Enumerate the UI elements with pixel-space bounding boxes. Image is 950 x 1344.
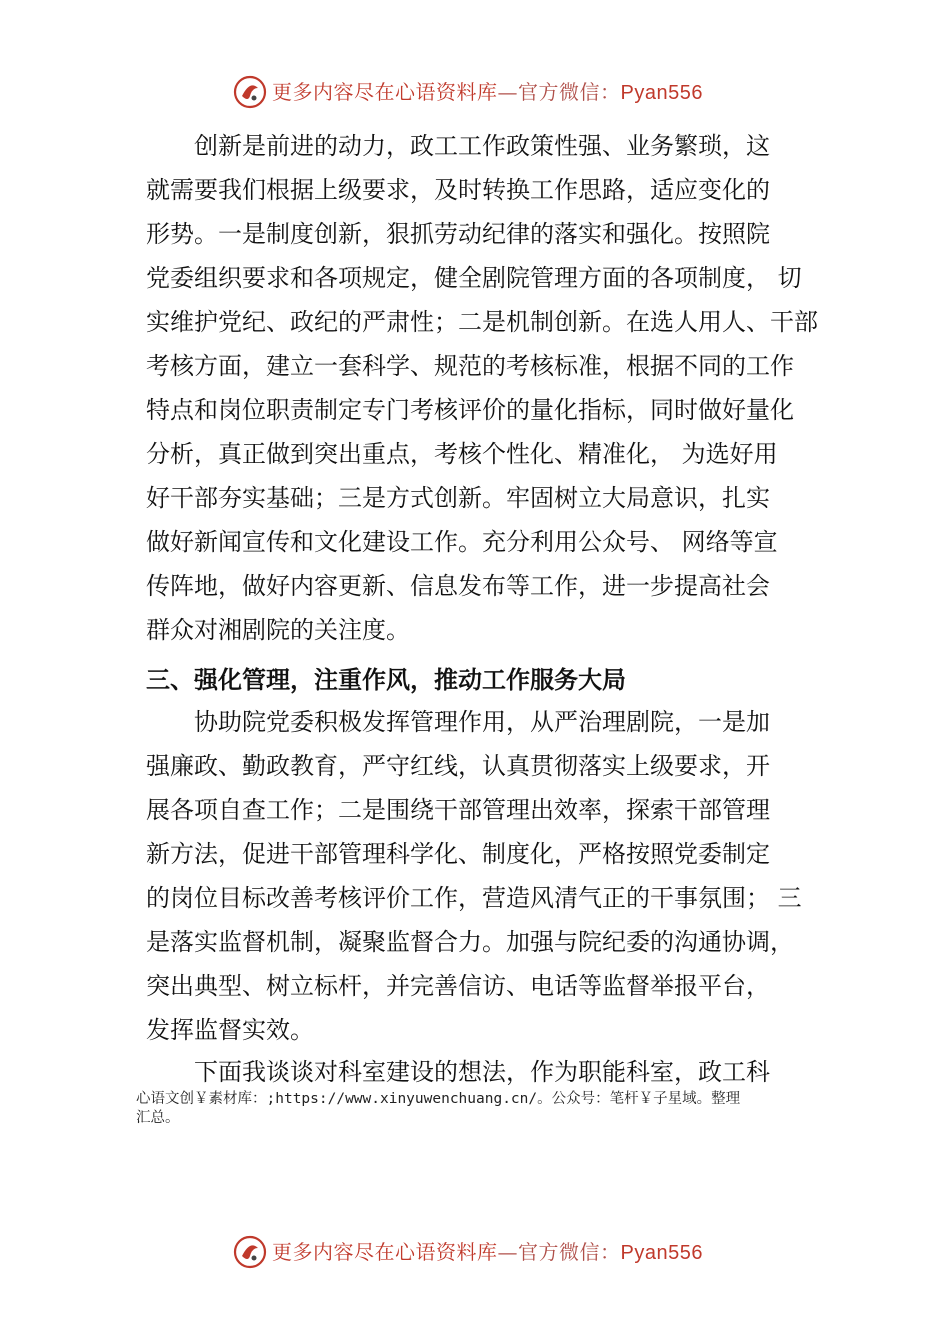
text-line: 的岗位目标改善考核评价工作，营造风清气正的干事氛围； 三 bbox=[146, 884, 802, 912]
text-line: 分析，真正做到突出重点，考核个性化、精准化， 为选好用 bbox=[146, 440, 778, 468]
paragraph-management bbox=[146, 700, 822, 1052]
banner-text: 更多内容尽在心语资料库—官方微信：Pyan556 bbox=[272, 1240, 703, 1264]
section-heading: 三、强化管理，注重作风，推动工作服务大局 bbox=[146, 666, 626, 694]
text-line: 形势。一是制度创新，狠抓劳动纪律的落实和强化。按照院 bbox=[146, 220, 770, 248]
footer-banner bbox=[0, 1232, 950, 1272]
text-line: 考核方面，建立一套科学、规范的考核标准，根据不同的工作 bbox=[146, 352, 794, 380]
text-line: 发挥监督实效。 bbox=[146, 1016, 314, 1044]
text-line: 突出典型、树立标杆，并完善信访、电话等监督举报平台， bbox=[146, 972, 770, 1000]
text-line: 特点和岗位职责制定专门考核评价的量化指标，同时做好量化 bbox=[146, 396, 794, 424]
text-line: 展各项自查工作；二是围绕干部管理出效率，探索干部管理 bbox=[146, 796, 770, 824]
text-line: 传阵地，做好内容更新、信息发布等工作，进一步提高社会 bbox=[146, 572, 770, 600]
text-line: 党委组织要求和各项规定，健全剧院管理方面的各项制度， 切 bbox=[146, 264, 802, 292]
text-line: 做好新闻宣传和文化建设工作。充分利用公众号、 网络等宣 bbox=[146, 528, 778, 556]
text-line: 是落实监督机制，凝聚监督合力。加强与院纪委的沟通协调， bbox=[146, 928, 794, 956]
header-banner bbox=[0, 72, 950, 112]
text-line: 好干部夯实基础；三是方式创新。牢固树立大局意识，扎实 bbox=[146, 484, 770, 512]
text-line: 下面我谈谈对科室建设的想法，作为职能科室，政工科 bbox=[194, 1058, 770, 1086]
footnote-line: 心语文创￥素材库：;https://www.xinyuwenchuang.cn/。公众号：笔杆￥子星域。整理 bbox=[136, 1091, 741, 1107]
paragraph-department bbox=[146, 1050, 822, 1094]
brand-logo-icon bbox=[232, 1234, 268, 1270]
text-line: 新方法，促进干部管理科学化、制度化，严格按照党委制定 bbox=[146, 840, 770, 868]
text-line: 群众对湘剧院的关注度。 bbox=[146, 616, 410, 644]
banner-text: 更多内容尽在心语资料库—官方微信：Pyan556 bbox=[272, 80, 703, 104]
paragraph-innovation bbox=[146, 124, 822, 652]
text-line: 就需要我们根据上级要求，及时转换工作思路，适应变化的 bbox=[146, 176, 770, 204]
text-line: 实维护党纪、政纪的严肃性；二是机制创新。在选人用人、干部 bbox=[146, 308, 818, 336]
text-line: 创新是前进的动力，政工工作政策性强、业务繁琐，这 bbox=[194, 132, 770, 160]
source-footnote bbox=[136, 1090, 826, 1128]
text-line: 强廉政、勤政教育，严守红线，认真贯彻落实上级要求，开 bbox=[146, 752, 770, 780]
brand-logo-icon bbox=[232, 74, 268, 110]
footnote-line: 汇总。 bbox=[136, 1110, 180, 1126]
text-line: 协助院党委积极发挥管理作用，从严治理剧院，一是加 bbox=[194, 708, 770, 736]
